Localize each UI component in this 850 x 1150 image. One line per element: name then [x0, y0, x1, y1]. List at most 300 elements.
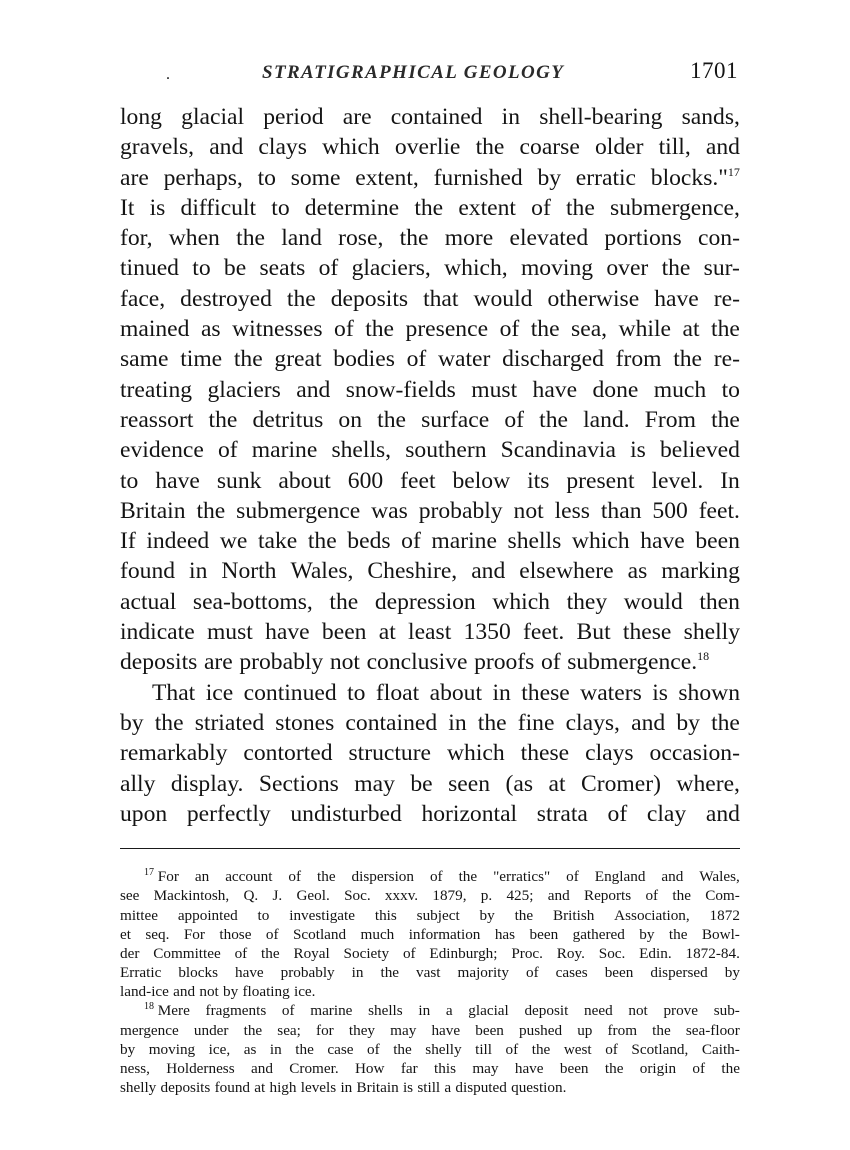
running-head-dot: .	[166, 66, 170, 83]
word: strata	[536, 800, 588, 827]
word: not	[329, 649, 360, 676]
word: presence	[405, 316, 489, 343]
word: period	[263, 104, 324, 130]
word: this	[374, 906, 397, 924]
word: a	[444, 1079, 452, 1097]
word: and	[173, 983, 196, 1001]
word: ness,	[120, 1060, 150, 1077]
word: Scotland	[292, 925, 347, 943]
word: indicate	[120, 619, 195, 646]
word: they	[566, 588, 608, 615]
text-line	[120, 738, 740, 768]
word: the	[565, 194, 595, 221]
word: levels	[300, 1079, 337, 1097]
word: these	[521, 679, 570, 706]
word: ice,	[208, 1040, 231, 1058]
word: sea-bottoms,	[192, 588, 313, 615]
word: which	[492, 588, 550, 615]
word: of	[402, 944, 416, 962]
word: shelly	[683, 619, 740, 646]
word: has	[494, 925, 516, 943]
word: see	[120, 887, 140, 905]
word: present	[566, 467, 635, 494]
word: till,	[658, 134, 691, 161]
word: British	[552, 906, 595, 924]
word: glacial	[468, 1002, 509, 1020]
word: was	[371, 497, 408, 524]
word: Royal	[293, 944, 330, 962]
word: the	[652, 1021, 671, 1039]
footnote-line	[120, 1040, 740, 1059]
word: not	[199, 983, 219, 1001]
word: sea;	[277, 1021, 301, 1039]
word: snow-fields	[345, 376, 456, 403]
word: must	[471, 376, 518, 403]
word: $^{17}$ For	[144, 867, 179, 886]
word: is	[630, 437, 646, 464]
word: stones	[275, 709, 335, 736]
word: of	[265, 925, 279, 943]
word: the	[711, 316, 740, 343]
word: been	[475, 1021, 504, 1039]
word: shells,	[331, 437, 392, 464]
text-line	[120, 405, 740, 435]
word: at	[254, 1079, 266, 1097]
word: west	[563, 1040, 592, 1058]
word: of	[531, 194, 551, 221]
text-line	[120, 253, 740, 283]
word: dispersion	[351, 868, 414, 886]
word: der	[120, 944, 140, 962]
word: shelly	[120, 1079, 157, 1097]
word: But	[576, 619, 611, 646]
footnote-line	[120, 982, 740, 1001]
word: England	[594, 868, 646, 886]
word: much	[360, 925, 395, 943]
footnote-marker: 17	[727, 164, 740, 179]
word: deposit	[524, 1002, 569, 1020]
text-line	[120, 799, 740, 829]
word: 1872-84.	[685, 944, 740, 962]
word: take	[257, 528, 298, 555]
word: Caith-	[701, 1040, 740, 1058]
text-line	[120, 102, 740, 132]
word: land.	[583, 406, 630, 433]
word: Scotland,	[631, 1040, 689, 1058]
word: Association,	[614, 906, 690, 924]
word: 425;	[506, 887, 534, 905]
word: clay	[646, 800, 687, 827]
paragraph-1	[120, 102, 740, 678]
word: proofs	[474, 649, 535, 676]
word: is	[652, 679, 668, 706]
word: found	[120, 558, 176, 585]
word: contained	[390, 104, 483, 130]
word: the	[154, 709, 184, 736]
word: prove	[663, 1002, 699, 1020]
word: by	[639, 925, 655, 943]
word: the	[243, 1021, 263, 1039]
word: and	[661, 868, 684, 886]
word: Society	[343, 944, 390, 962]
word: the	[317, 868, 336, 886]
word: treating	[120, 376, 193, 403]
word: been	[321, 619, 367, 646]
word: the	[393, 1040, 412, 1058]
word: of	[217, 437, 238, 464]
word: have	[234, 964, 264, 982]
footnote-line	[120, 1059, 740, 1078]
word: the	[721, 1060, 740, 1077]
word: tinued	[120, 255, 179, 282]
word: sea,	[571, 316, 608, 343]
word: have	[265, 619, 310, 646]
footnote-line	[120, 1001, 740, 1020]
word: Roy.	[556, 944, 585, 962]
word: glaciers,	[351, 255, 431, 282]
word: a	[445, 1002, 453, 1020]
word: believed	[659, 437, 740, 464]
word: otherwise	[547, 285, 640, 312]
word: may	[354, 770, 395, 797]
word: we	[219, 528, 248, 555]
word: of	[281, 1002, 295, 1020]
word: destroyed	[180, 285, 272, 312]
word: blocks."$^{17}$	[650, 164, 740, 191]
word: Cromer)	[581, 770, 661, 797]
word: feet.	[523, 619, 565, 646]
word: How	[354, 1060, 385, 1077]
word: $^{18}$ Mere	[144, 1001, 190, 1020]
word: long	[120, 104, 162, 130]
word: as	[200, 316, 221, 343]
running-head-title: STRATIGRAPHICAL GEOLOGY	[262, 62, 565, 83]
word: the	[261, 944, 280, 962]
word: question.	[511, 1079, 567, 1097]
word: the	[673, 346, 703, 373]
text-line	[120, 647, 740, 677]
word: still	[417, 1079, 441, 1097]
word: which	[571, 528, 630, 555]
word: of	[607, 800, 628, 827]
word: in	[340, 1079, 353, 1097]
word: Reports	[583, 887, 632, 905]
word: from	[607, 1021, 638, 1039]
word: the	[539, 406, 568, 433]
word: have	[640, 528, 685, 555]
word: the	[236, 225, 265, 252]
word: horizontal	[421, 800, 518, 827]
word: extent,	[355, 164, 419, 191]
word: re-	[713, 285, 740, 312]
word: these	[520, 740, 570, 767]
word: to	[721, 376, 740, 403]
word: feet.	[698, 497, 740, 524]
word: reassort	[120, 406, 194, 433]
word: ally	[120, 770, 156, 797]
word: beds	[347, 528, 391, 555]
word: that	[423, 285, 459, 312]
word: of	[504, 406, 525, 433]
word: the	[711, 406, 740, 433]
word: Scandinavia	[500, 437, 616, 464]
word: of	[334, 316, 354, 343]
word: disputed	[455, 1079, 507, 1097]
word: and	[631, 709, 666, 736]
word: blocks	[178, 964, 218, 982]
word: Erratic	[120, 964, 162, 982]
word: xxxv.	[384, 887, 419, 905]
word: Britain	[356, 1079, 399, 1097]
word: be	[410, 770, 433, 797]
word: land	[281, 225, 322, 252]
word: the	[399, 225, 429, 252]
word: In	[720, 467, 740, 494]
text-line	[120, 526, 740, 556]
word: elsewhere	[519, 558, 614, 585]
word: are	[120, 164, 149, 191]
word: must	[206, 619, 253, 646]
word: mergence	[120, 1021, 179, 1039]
word: perhaps,	[163, 164, 243, 191]
word: Soc.	[344, 887, 371, 905]
footnote-line	[120, 944, 740, 963]
word: which	[447, 740, 505, 767]
word: 1872	[709, 906, 740, 924]
word: gravels,	[120, 134, 195, 161]
word: in	[269, 1040, 282, 1058]
footnote-rule	[120, 848, 740, 849]
word: dispersed	[650, 964, 708, 982]
footnote-line	[120, 886, 740, 905]
word: the	[672, 887, 691, 905]
word: discharged	[502, 346, 604, 373]
word: difficult	[180, 194, 257, 221]
word: p.	[480, 887, 493, 905]
word: glaciers	[207, 376, 281, 403]
text-line	[120, 617, 740, 647]
word: shells	[507, 528, 562, 555]
word: floating	[242, 983, 290, 1001]
word: clays	[258, 134, 307, 161]
word: which	[322, 134, 380, 161]
word: probably	[280, 964, 335, 982]
word: contorted	[243, 740, 333, 767]
word: to	[257, 906, 270, 924]
word: Q.	[243, 887, 259, 905]
word: sur-	[703, 255, 740, 282]
word: actual	[120, 588, 177, 615]
word: Wales,	[290, 558, 354, 585]
word: upon	[120, 800, 168, 827]
word: may	[472, 1060, 499, 1077]
word: Com-	[705, 887, 740, 905]
word: of	[318, 255, 339, 282]
word: elevated	[509, 225, 589, 252]
word: its	[527, 467, 550, 494]
word: the	[208, 406, 238, 433]
word: 500	[652, 497, 688, 524]
word: the	[668, 925, 688, 943]
text-line	[120, 193, 740, 223]
word: not	[513, 497, 544, 524]
word: ice.	[293, 983, 316, 1001]
footnote-marker: 18	[697, 649, 710, 664]
word: water	[437, 346, 491, 373]
word: would	[623, 588, 683, 615]
word: till	[475, 1040, 492, 1058]
page-number: 1701	[690, 58, 738, 83]
word: That	[152, 679, 196, 706]
word: majority	[457, 964, 509, 982]
word: clays	[585, 740, 634, 767]
word: the	[531, 1040, 551, 1058]
word: marine	[310, 1002, 353, 1020]
word: North	[221, 558, 277, 585]
word: mained	[120, 316, 190, 343]
word: shelly	[425, 1040, 462, 1058]
word: of	[525, 964, 539, 982]
word: surface	[421, 406, 490, 433]
word: in	[351, 964, 364, 982]
word: have	[532, 376, 578, 403]
word: re-	[713, 346, 740, 373]
word: Holderness	[166, 1060, 235, 1077]
word: is	[149, 194, 166, 221]
word: submergence,	[609, 194, 740, 221]
word: sands,	[681, 104, 740, 130]
text-line	[120, 587, 740, 617]
word: moving	[520, 255, 594, 282]
word: 1879,	[432, 887, 467, 905]
word: shell-bearing	[539, 104, 663, 130]
word: shown	[678, 679, 740, 706]
word: of	[401, 528, 421, 555]
word: subject	[416, 906, 460, 924]
word: and	[705, 800, 740, 827]
word: mittee	[120, 906, 158, 924]
word: and	[705, 134, 740, 161]
word: sunk	[216, 467, 262, 494]
word: have	[155, 467, 200, 494]
text-line	[120, 163, 740, 193]
word: great	[274, 346, 322, 373]
text-line	[120, 769, 740, 799]
word: level.	[651, 467, 704, 494]
word: by	[724, 964, 740, 982]
word: deposits	[120, 649, 198, 676]
word: sub-	[713, 1002, 740, 1020]
word: those	[219, 925, 252, 943]
word: of	[429, 868, 443, 886]
word: account	[225, 868, 273, 886]
footnote-line	[120, 925, 740, 944]
word: are	[203, 649, 233, 676]
word: marine	[431, 528, 497, 555]
word: of	[367, 1040, 380, 1058]
word: the	[514, 906, 534, 924]
word: face,	[120, 285, 166, 312]
paragraph-2	[120, 678, 740, 829]
word: at	[548, 770, 566, 797]
word: as	[627, 558, 648, 585]
word: of	[605, 1040, 618, 1058]
word: done	[592, 376, 639, 403]
word: been	[559, 1060, 589, 1077]
word: this	[434, 1060, 456, 1077]
word: less	[554, 497, 590, 524]
footnote-17	[120, 867, 740, 1001]
word: at	[378, 619, 396, 646]
word: vast	[416, 964, 441, 982]
word: the	[530, 316, 560, 343]
word: striated	[194, 709, 265, 736]
word: not	[628, 1002, 648, 1020]
word: Geol.	[296, 887, 330, 905]
word: structure	[348, 740, 432, 767]
word: It	[120, 194, 135, 221]
word: ice	[205, 679, 234, 706]
word: continued	[243, 679, 337, 706]
word: and	[547, 887, 570, 905]
word: time	[180, 346, 223, 373]
text-line	[120, 496, 740, 526]
word: overlie	[394, 134, 461, 161]
word: for,	[120, 225, 153, 252]
word: sea-floor	[685, 1021, 740, 1039]
word: are	[342, 104, 372, 130]
text-line	[120, 132, 740, 162]
word: be	[223, 255, 247, 282]
word: of	[288, 868, 302, 886]
word: for	[316, 1021, 334, 1039]
word: while	[618, 316, 671, 343]
word: these	[622, 619, 672, 646]
word: origin	[639, 1060, 677, 1077]
word: on	[338, 406, 362, 433]
word: 600	[347, 467, 384, 494]
word: over	[606, 255, 649, 282]
word: as	[243, 1040, 257, 1058]
word: probably	[239, 649, 324, 676]
word: by	[120, 1040, 136, 1058]
word: which,	[444, 255, 508, 282]
word: cases	[555, 964, 588, 982]
word: and	[209, 134, 244, 161]
word: at	[682, 316, 700, 343]
word: marine	[251, 437, 318, 464]
word: been	[695, 528, 740, 555]
word: deposits	[330, 285, 409, 312]
word: been	[529, 925, 559, 943]
word: in	[418, 1002, 431, 1020]
word: et	[120, 925, 131, 943]
word: clays,	[565, 709, 620, 736]
word: the	[604, 1060, 624, 1077]
word: conclusive	[366, 649, 468, 676]
word: evidence	[120, 437, 204, 464]
word: by	[223, 983, 239, 1001]
word: than	[600, 497, 642, 524]
word: in	[492, 679, 511, 706]
word: For	[183, 925, 205, 943]
word: Britain	[120, 497, 186, 524]
text-line	[120, 708, 740, 738]
word: the	[380, 964, 400, 982]
word: moving	[148, 1040, 196, 1058]
footnote-marker: 18	[144, 1001, 154, 1013]
word: and	[296, 376, 331, 403]
